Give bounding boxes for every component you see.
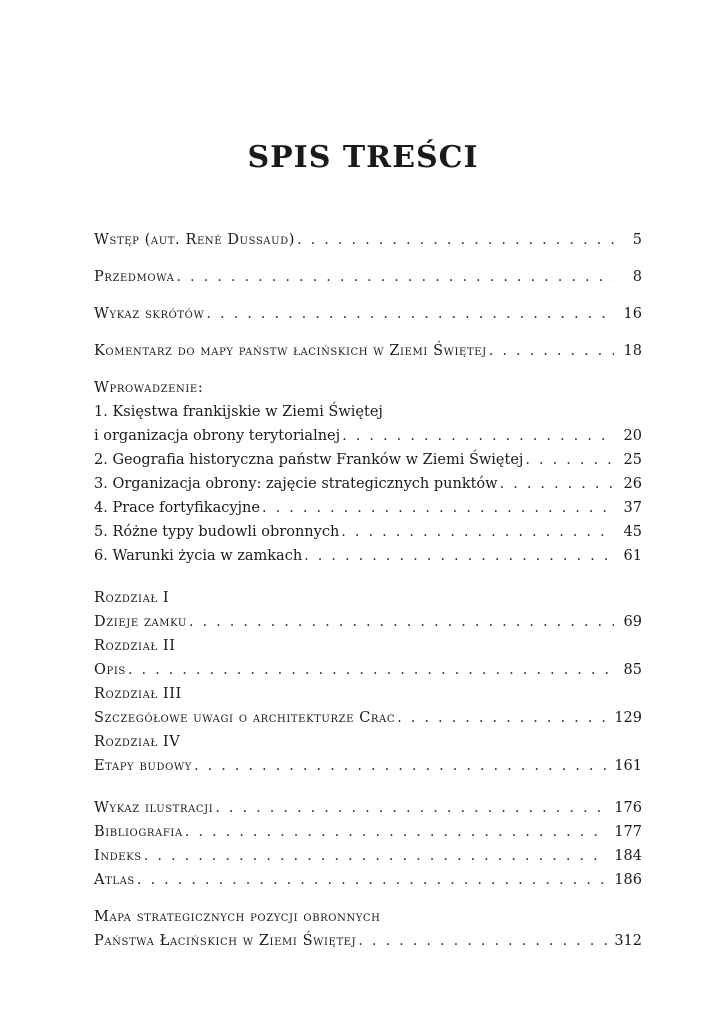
dot-leader bbox=[176, 265, 614, 289]
toc-entry-label: Szczegółowe uwagi o architekturze Crac bbox=[94, 710, 396, 726]
toc-page-number: 18 bbox=[623, 343, 642, 359]
dot-leader bbox=[144, 844, 609, 868]
toc-entry-label: 3. Organizacja obrony: zajęcie strategicznych punktów bbox=[94, 476, 498, 492]
toc-entry-r3[interactable] bbox=[94, 706, 642, 730]
toc-page-number: 61 bbox=[623, 548, 642, 564]
toc-page-number: 129 bbox=[614, 710, 642, 726]
dot-leader bbox=[189, 610, 614, 634]
toc-entry-wykaz-ilustracji[interactable] bbox=[94, 796, 642, 820]
toc-page-number: 37 bbox=[623, 500, 642, 516]
toc-entry-w4[interactable] bbox=[94, 496, 642, 520]
toc-page-number: 312 bbox=[614, 933, 642, 949]
toc-page-number: 186 bbox=[614, 872, 642, 888]
toc-entry-label: 6. Warunki życia w zamkach bbox=[94, 548, 303, 564]
toc-entry-label: Bibliografia bbox=[94, 824, 183, 840]
toc-entry-w5[interactable] bbox=[94, 520, 642, 544]
toc-page-number: 20 bbox=[623, 428, 642, 444]
dot-leader bbox=[128, 658, 614, 682]
toc-entry-label: Wstęp (aut. René Dussaud) bbox=[94, 232, 296, 248]
toc-entry-label: 5. Różne typy budowli obronnych bbox=[94, 524, 340, 540]
toc-entry-label: 2. Geografia historyczna państw Franków w Ziemi Świętej bbox=[94, 452, 524, 468]
toc-entry-label: Przedmowa bbox=[94, 269, 175, 285]
toc-entry-label: Wykaz ilustracji bbox=[94, 800, 214, 816]
toc-page-number: 8 bbox=[632, 269, 642, 285]
dot-leader bbox=[304, 544, 614, 568]
toc-entry-w1[interactable] bbox=[94, 424, 642, 448]
toc-entry-r1[interactable] bbox=[94, 610, 642, 634]
toc-entry-indeks[interactable] bbox=[94, 844, 642, 868]
toc-entry-wykaz-skrotow[interactable] bbox=[94, 302, 642, 326]
dot-leader bbox=[489, 339, 614, 363]
toc-entry-label: Indeks bbox=[94, 848, 142, 864]
toc-chapter-heading-4: Rozdział IV bbox=[94, 734, 181, 750]
toc-page-number: 184 bbox=[614, 848, 642, 864]
toc-entry-label: i organizacja obrony terytorialnej bbox=[94, 428, 341, 444]
toc-page-number: 69 bbox=[623, 614, 642, 630]
toc-page-number: 26 bbox=[623, 476, 642, 492]
dot-leader bbox=[215, 796, 608, 820]
toc-chapter-heading-1: Rozdział I bbox=[94, 590, 170, 606]
toc-entry-mapa-line1[interactable]: Mapa strategicznych pozycji obronnych bbox=[94, 909, 381, 925]
dot-leader bbox=[194, 754, 608, 778]
toc-entry-atlas[interactable] bbox=[94, 868, 642, 892]
dot-leader bbox=[185, 820, 609, 844]
toc-entry-label: Komentarz do mapy państw łacińskich w Ziemi Świętej bbox=[94, 343, 487, 359]
dot-leader bbox=[341, 520, 614, 544]
dot-leader bbox=[342, 424, 614, 448]
toc-page-number: 45 bbox=[623, 524, 642, 540]
toc-chapter-heading-2: Rozdział II bbox=[94, 638, 176, 654]
toc-page-number: 16 bbox=[623, 306, 642, 322]
toc-page-number: 177 bbox=[614, 824, 642, 840]
toc-entry-przedmowa[interactable] bbox=[94, 265, 642, 289]
toc-entry-w1-line1[interactable]: 1. Księstwa frankijskie w Ziemi Świętej bbox=[94, 404, 383, 420]
dot-leader bbox=[206, 302, 614, 326]
toc-entry-wstep[interactable] bbox=[94, 228, 642, 252]
toc-section-wprowadzenie: Wprowadzenie: bbox=[94, 380, 204, 396]
toc-entry-label: Atlas bbox=[94, 872, 135, 888]
toc-page-number: 161 bbox=[614, 758, 642, 774]
toc-entry-r2[interactable] bbox=[94, 658, 642, 682]
toc-page-number: 5 bbox=[632, 232, 642, 248]
toc-entry-label: Państwa Łacińskich w Ziemi Świętej bbox=[94, 933, 357, 949]
toc-entry-label: Opis bbox=[94, 662, 126, 678]
dot-leader bbox=[297, 228, 614, 252]
toc-entry-label: Dzieje zamku bbox=[94, 614, 187, 630]
table-of-contents bbox=[94, 228, 642, 953]
toc-entry-w3[interactable] bbox=[94, 472, 642, 496]
toc-entry-w2[interactable] bbox=[94, 448, 642, 472]
toc-page-number: 25 bbox=[623, 452, 642, 468]
dot-leader bbox=[262, 496, 614, 520]
toc-entry-label: Wykaz skrótów bbox=[94, 306, 205, 322]
toc-entry-label: 4. Prace fortyfikacyjne bbox=[94, 500, 260, 516]
page-title: SPIS TREŚCI bbox=[247, 140, 479, 175]
dot-leader bbox=[500, 472, 614, 496]
dot-leader bbox=[137, 868, 608, 892]
toc-page-number: 85 bbox=[623, 662, 642, 678]
toc-entry-bibliografia[interactable] bbox=[94, 820, 642, 844]
toc-entry-r4[interactable] bbox=[94, 754, 642, 778]
toc-entry-label: Etapy budowy bbox=[94, 758, 192, 774]
dot-leader bbox=[358, 929, 608, 953]
toc-entry-komentarz[interactable] bbox=[94, 339, 642, 363]
toc-entry-mapa[interactable] bbox=[94, 929, 642, 953]
toc-chapter-heading-3: Rozdział III bbox=[94, 686, 182, 702]
dot-leader bbox=[525, 448, 614, 472]
toc-entry-w6[interactable] bbox=[94, 544, 642, 568]
dot-leader bbox=[397, 706, 608, 730]
toc-page-number: 176 bbox=[614, 800, 642, 816]
